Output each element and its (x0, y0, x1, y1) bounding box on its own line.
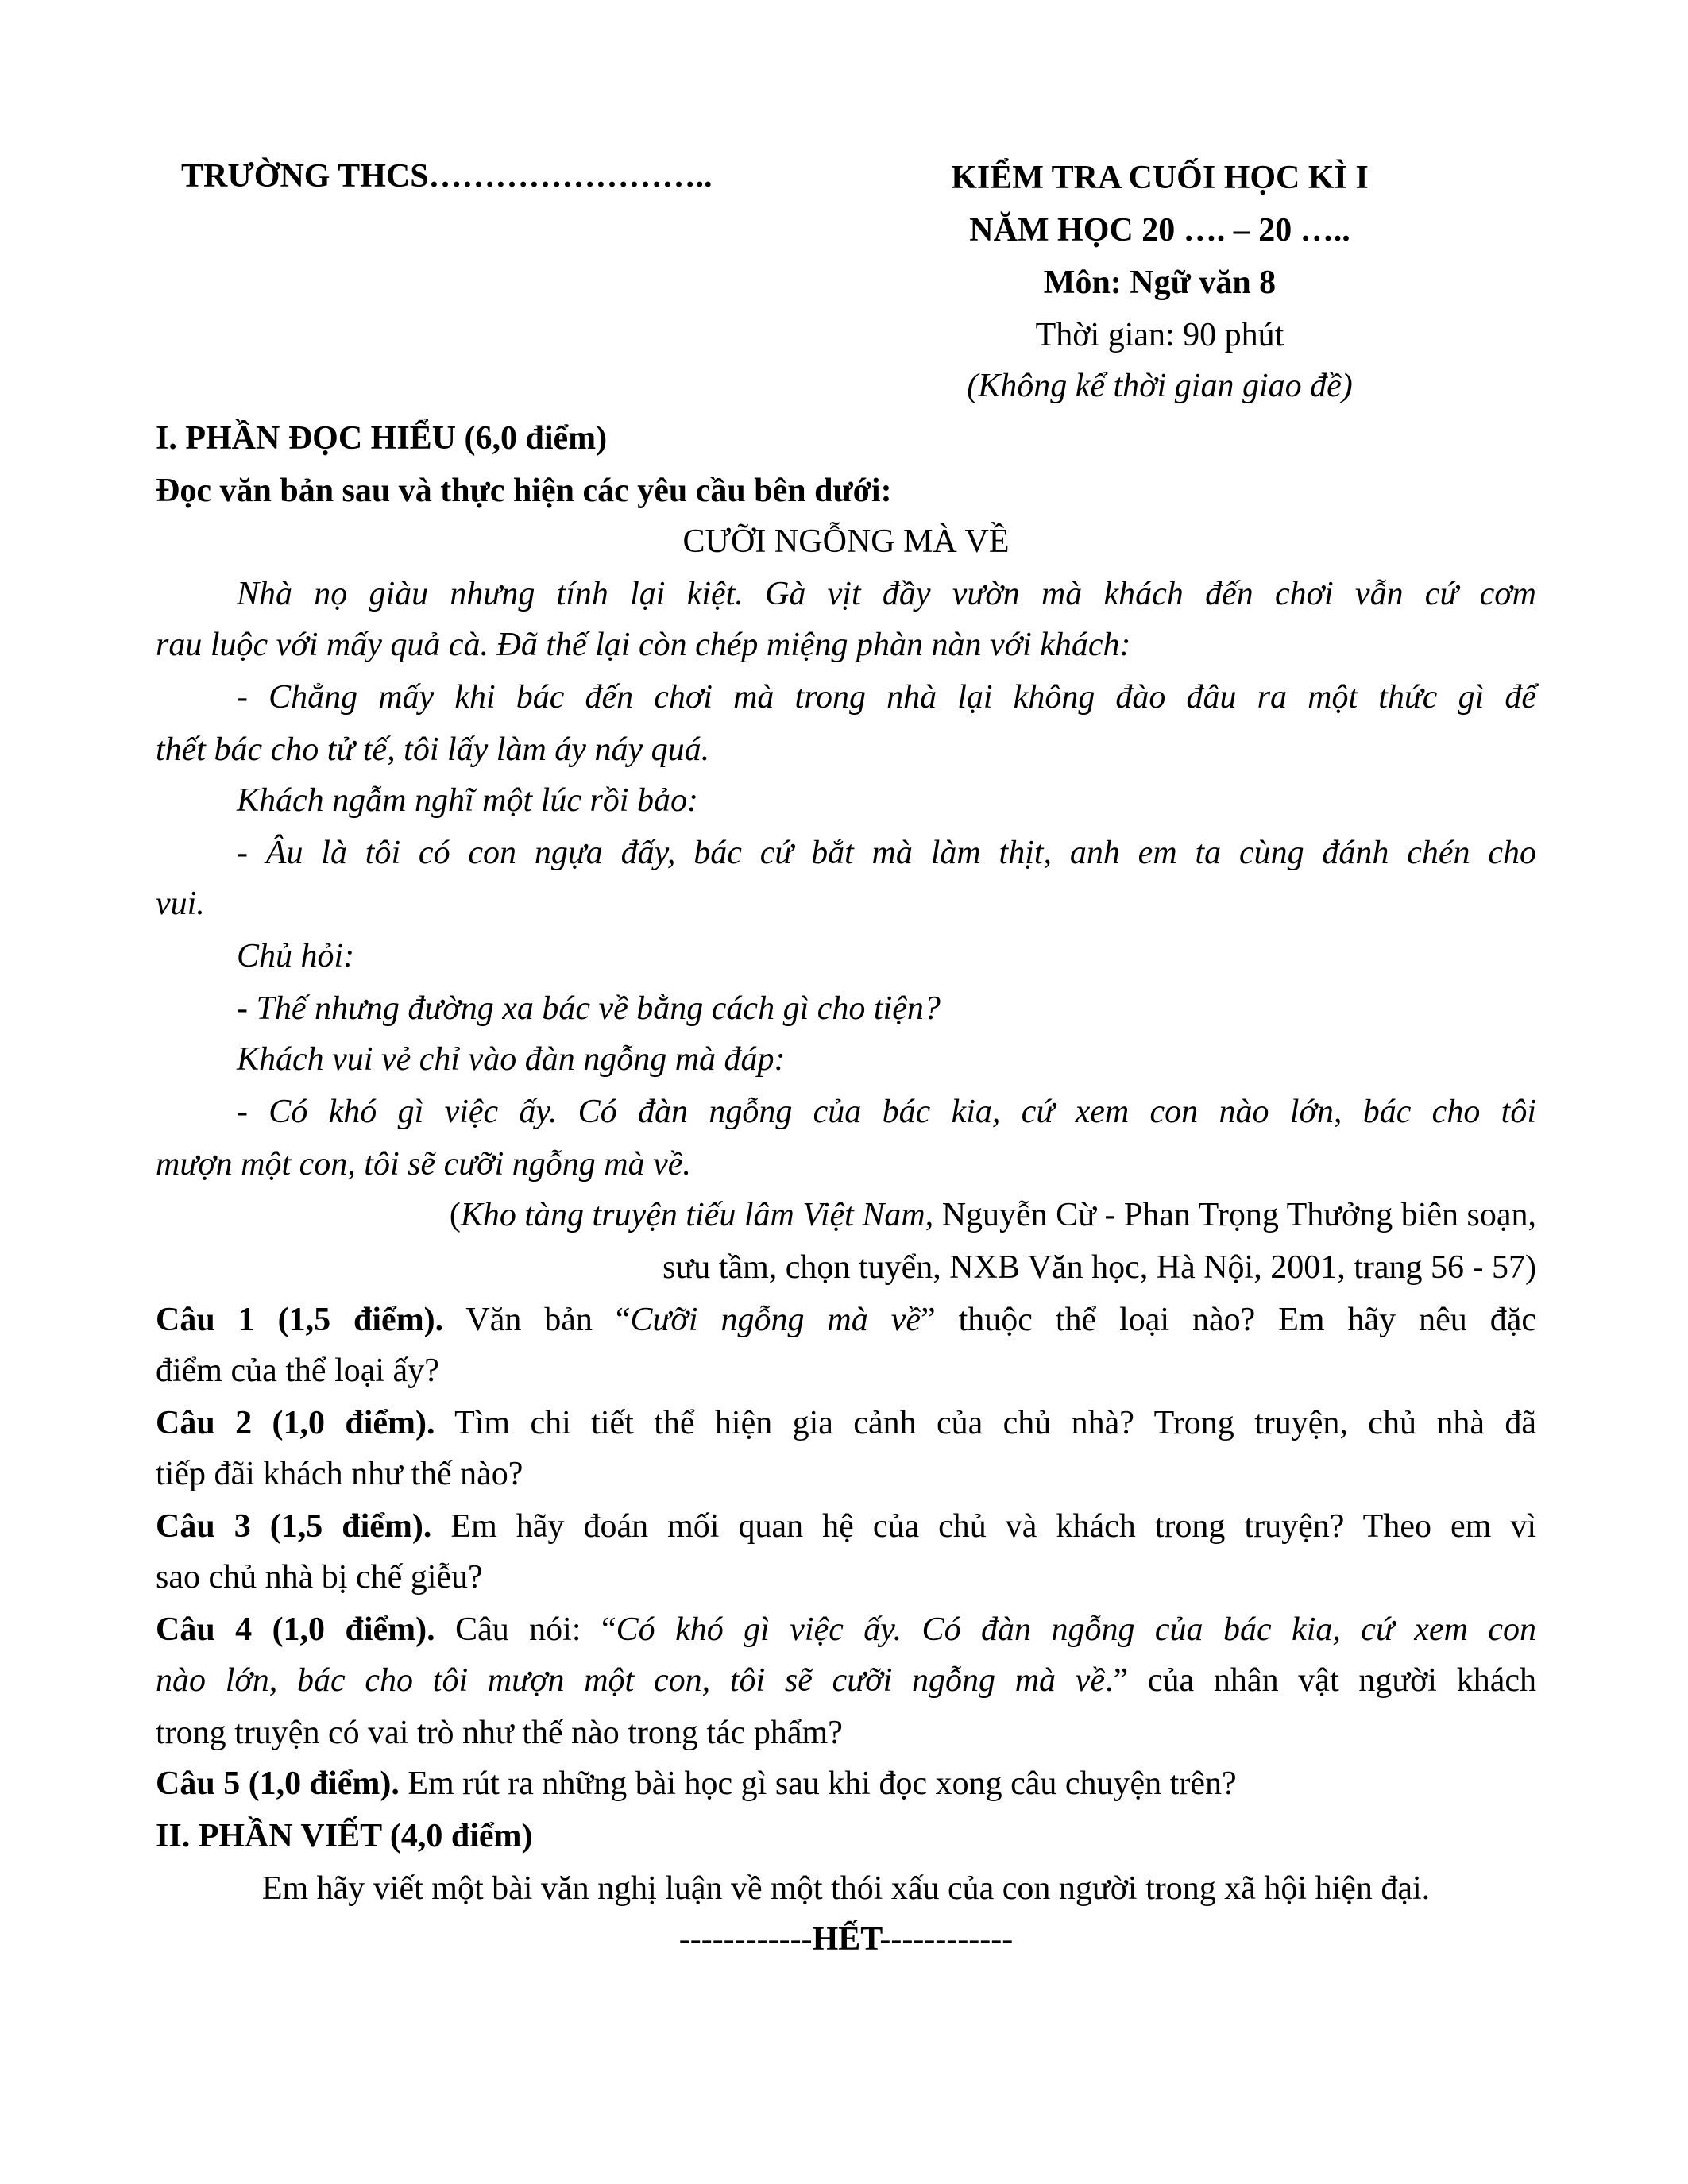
story-line: - Chẳng mấy khi bác đến chơi mà trong nhà lại không đào đâu ra một thức gì để (237, 679, 1536, 716)
story-line: rau luộc với mấy quả cà. Đã thế lại còn chép miệng phàn nàn với khách: (156, 627, 1131, 663)
story-line: vui. (156, 886, 205, 922)
question-2: Câu 2 (1,0 điểm). Tìm chi tiết thể hiện gia cảnh của chủ nhà? Trong truyện, chủ nhà đã (156, 1405, 1536, 1441)
story-line: mượn một con, tôi sẽ cưỡi ngỗng mà về. (156, 1146, 691, 1183)
story-line: thết bác cho tử tế, tôi lấy làm áy náy quá. (156, 731, 710, 768)
writing-prompt: Em hãy viết một bài văn nghị luận về một thói xấu của con người trong xã hội hiện đại. (261, 1870, 1431, 1907)
question-4: Câu 4 (1,0 điểm). Câu nói: “Có khó gì việc ấy. Có đàn ngỗng của bác kia, cứ xem con (156, 1611, 1536, 1648)
story-line: Khách ngẫm nghĩ một lúc rồi bảo: (237, 782, 698, 819)
duration: Thời gian: 90 phút (1035, 317, 1284, 353)
duration-note: (Không kể thời gian giao đề) (967, 368, 1353, 404)
question-5: Câu 5 (1,0 điểm). Em rút ra những bài học gì sau khi đọc xong câu chuyện trên? (156, 1765, 1237, 1802)
story-title: CƯỠI NGỖNG MÀ VỀ (682, 523, 1010, 560)
story-line: Nhà nọ giàu nhưng tính lại kiệt. Gà vịt đầy vườn mà khách đến chơi vẫn cứ cơm (237, 576, 1536, 612)
part2-heading: II. PHẦN VIẾT (4,0 điểm) (156, 1818, 533, 1854)
part1-instruction: Đọc văn bản sau và thực hiện các yêu cầu bên dưới: (156, 473, 892, 509)
source-citation-continued: sưu tầm, chọn tuyển, NXB Văn học, Hà Nội, 2001, trang 56 - 57) (662, 1249, 1536, 1286)
question-4-end: trong truyện có vai trò như thế nào trong tác phẩm? (156, 1715, 843, 1751)
question-3: Câu 3 (1,5 điểm). Em hãy đoán mối quan hệ của chủ và khách trong truyện? Theo em vì (156, 1508, 1536, 1545)
question-3-continued: sao chủ nhà bị chế giễu? (156, 1559, 483, 1596)
question-4-continued: nào lớn, bác cho tôi mượn một con, tôi sẽ cưỡi ngỗng mà về.” của nhân vật người khách (156, 1662, 1536, 1699)
question-1: Câu 1 (1,5 điểm). Văn bản “Cưỡi ngỗng mà về” thuộc thể loại nào? Em hãy nêu đặc (156, 1302, 1536, 1338)
end-marker: ------------HẾT------------ (678, 1921, 1014, 1958)
subject: Môn: Ngữ văn 8 (1043, 264, 1277, 301)
exam-title: KIỂM TRA CUỐI HỌC KÌ I (951, 160, 1369, 196)
source-citation: (Kho tàng truyện tiếu lâm Việt Nam, Nguyễn Cừ - Phan Trọng Thưởng biên soạn, (449, 1197, 1536, 1233)
school-year: NĂM HỌC 20 …. – 20 ….. (969, 212, 1350, 249)
story-line: Khách vui vẻ chỉ vào đàn ngỗng mà đáp: (237, 1041, 786, 1078)
question-2-continued: tiếp đãi khách như thế nào? (156, 1456, 523, 1492)
question-1-continued: điểm của thể loại ấy? (156, 1352, 439, 1389)
school-name: TRƯỜNG THCS…………………….. (181, 158, 713, 195)
story-line: - Âu là tôi có con ngựa đấy, bác cứ bắt mà làm thịt, anh em ta cùng đánh chén cho (237, 835, 1536, 871)
story-line: - Có khó gì việc ấy. Có đàn ngỗng của bác kia, cứ xem con nào lớn, bác cho tôi (237, 1094, 1536, 1130)
part1-heading: I. PHẦN ĐỌC HIỂU (6,0 điểm) (156, 420, 608, 457)
story-line: Chủ hỏi: (237, 938, 355, 974)
story-line: - Thế nhưng đường xa bác về bằng cách gì cho tiện? (237, 990, 941, 1027)
source-book-title: Kho tàng truyện tiếu lâm Việt Nam (460, 1197, 925, 1233)
